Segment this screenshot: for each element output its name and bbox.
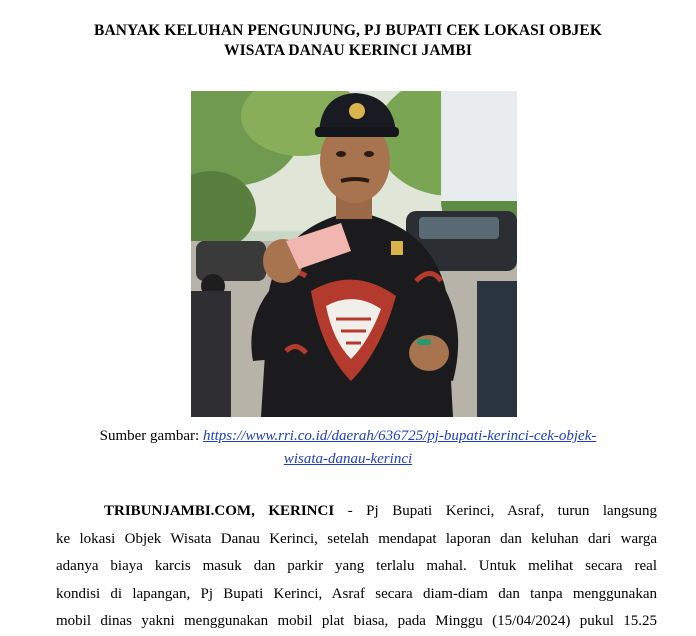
title-line-1: BANYAK KELUHAN PENGUNJUNG, PJ BUPATI CEK LOKASI OBJEK (94, 22, 602, 39)
body-line-3: adanya biaya karcis masuk dan parkir yang terlalu mahal. Untuk melihat secara real (56, 558, 657, 574)
body-line-2: ke lokasi Objek Wisata Danau Kerinci, setelah mendapat laporan dan keluhan dari warga (56, 530, 657, 547)
article-body (56, 498, 657, 636)
article-photo (191, 91, 517, 417)
source-link-continued[interactable]: wisata-danau-kerinci (283, 451, 413, 467)
body-line-5: mobil dinas yakni menggunakan mobil plat biasa, pada Minggu (15/04/2024) pukul 15.25 (56, 613, 657, 629)
article-title (0, 21, 696, 61)
caption-label: Sumber gambar: (99, 428, 203, 444)
body-line-1 (56, 498, 657, 526)
body-line-4: kondisi di lapangan, Pj Bupati Kerinci, Asraf secara diam-diam dan tanpa menggunakan (56, 585, 657, 602)
dateline: TRIBUNJAMBI.COM, KERINCI (104, 503, 335, 519)
source-link[interactable]: https://www.rri.co.id/daerah/636725/pj-bupati-kerinci-cek-objek- (202, 428, 597, 444)
caption-line-1 (0, 425, 696, 448)
photo-illustration (191, 91, 517, 417)
title-line-2: WISATA DANAU KERINCI JAMBI (224, 42, 472, 59)
caption-line-2 (0, 448, 696, 471)
image-caption (0, 425, 696, 471)
body-line-1-text: - Pj Bupati Kerinci, Asraf, turun langsung (334, 503, 657, 519)
